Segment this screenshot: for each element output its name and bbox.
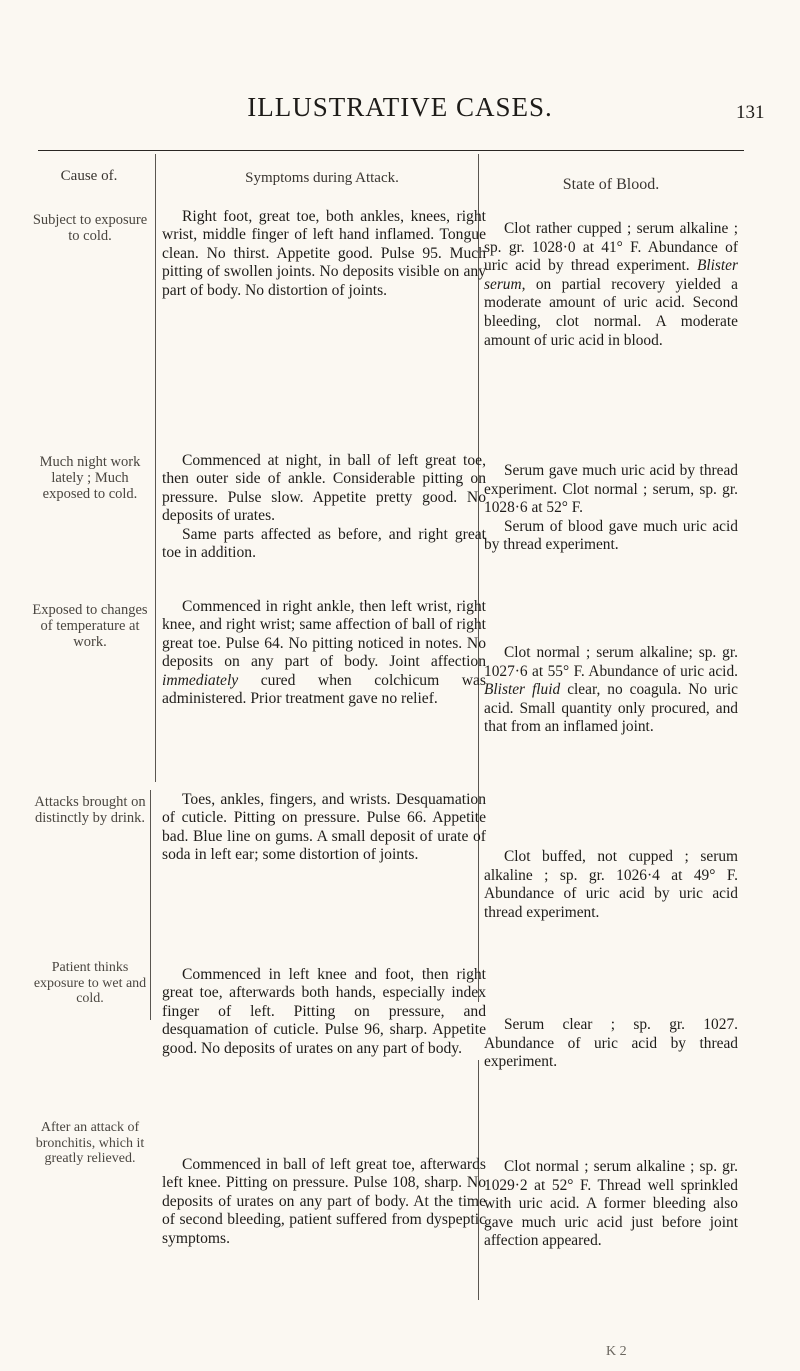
case-2-blood-para-2: Serum of blood gave much uric acid by thread experiment.	[484, 517, 738, 554]
case-4-symptoms	[162, 791, 486, 865]
case-1-symptoms-text: Right foot, great toe, both ankles, knees, right wrist, middle finger of left hand inflamed. Tongue clean. No thirst. Appetite good. Pulse 95. Much pitting of swollen joints. No deposits visible on any part of body. No distortion of joints.	[162, 208, 486, 299]
case-2-cause: Much night work lately ; Much exposed to cold.	[39, 454, 141, 502]
case-3-symptoms	[162, 598, 486, 708]
case-2-blood	[484, 462, 738, 555]
case-3-blood-text	[484, 644, 738, 737]
case-3-cause: Exposed to changes of temperature at work.	[32, 602, 148, 650]
header-rule	[38, 150, 744, 151]
case-3-blood	[484, 644, 738, 737]
case-1-blood-part-1: Clot rather cupped ; serum alkaline ; sp. gr. 1028·0 at 41° F. Abundance of uric acid by thread experiment.	[484, 220, 738, 275]
case-4-symptoms-text: Toes, ankles, fingers, and wrists. Desquamation of cuticle. Pitting on pressure. Pulse 66. Appetite bad. Blue line on gums. A small deposit of urate of soda in left ear; some distortion of joints.	[162, 791, 486, 864]
case-1-blood-italic: Blister serum,	[484, 257, 738, 293]
column-head-symptoms: Symptoms during Attack.	[245, 170, 399, 186]
case-3-blood-italic: Blister fluid	[484, 681, 561, 699]
case-2-symptoms	[162, 452, 486, 562]
signature-mark: K 2	[606, 1344, 627, 1359]
case-1-cause: Subject to exposure to cold.	[32, 212, 148, 244]
case-5-cause: Patient thinks exposure to wet and cold.	[33, 960, 147, 1006]
case-1-blood	[484, 220, 738, 350]
case-3-symptoms-part-1: Commenced in right ankle, then left wrist, right knee, and right wrist; same affection of ball of right great toe. Pulse 64. No pitting noticed in notes. No deposits on any part of body. Joint affection	[162, 598, 486, 671]
column-head-cause: Cause of.	[60, 168, 118, 184]
case-1-blood-part-2: on partial recovery yielded a moderate amount of uric acid. Second bleeding, clot normal. A moderate amount of uric acid in blood.	[484, 275, 738, 349]
page-number: 131	[736, 102, 765, 123]
case-4-cause: Attacks brought on distinctly by drink.	[34, 794, 146, 826]
case-3-blood-part-1: Clot normal ; serum alkaline; sp. gr. 1027·6 at 55° F. Abundance of uric acid.	[484, 644, 738, 680]
case-6-symptoms-text: Commenced in ball of left great toe, afterwards left knee. Pitting on pressure. Pulse 108, sharp. No deposits of urates on any part of body. At the time of second bleeding, patient suffered from dyspeptic symptoms.	[162, 1156, 486, 1247]
case-2-blood-para-1: Serum gave much uric acid by thread experiment. Clot normal ; serum, sp. gr. 1028·6 at 52° F.	[484, 462, 738, 517]
case-3-symptoms-part-2: cured when colchicum was administered. Prior treatment gave no relief.	[162, 671, 486, 708]
case-3-symptoms-italic: immediately	[162, 671, 239, 689]
case-5-symptoms	[162, 966, 486, 1058]
case-2-symptoms-para-2: Same parts affected as before, and right great toe in addition.	[162, 525, 486, 562]
case-5-blood-text: Serum clear ; sp. gr. 1027. Abundance of uric acid by thread experiment.	[484, 1016, 738, 1071]
case-3-symptoms-text	[162, 598, 486, 708]
case-2-symptoms-para-1: Commenced at night, in ball of left great toe, then outer side of ankle. Considerable pitting on pressure. Pulse slow. Appetite pretty good. No deposits of urates.	[162, 452, 486, 525]
case-3-blood-part-2: clear, no coagula. No uric acid. Small quantity only procured, and that from an inflamed joint.	[484, 681, 738, 736]
case-6-symptoms	[162, 1156, 486, 1248]
case-4-blood	[484, 848, 738, 922]
case-1-blood-text	[484, 220, 738, 350]
case-4-blood-text: Clot buffed, not cupped ; serum alkaline ; sp. gr. 1026·4 at 49° F. Abundance of uric acid by uric acid thread experiment.	[484, 848, 738, 921]
column-head-blood: State of Blood.	[562, 176, 660, 193]
case-5-blood	[484, 1016, 738, 1072]
case-5-symptoms-text: Commenced in left knee and foot, then right great toe, afterwards both hands, especially index finger of left. Pitting on pressure, and desquamation of cuticle. Pulse 96, sharp. Appetite good. No deposits of urates on any part of body.	[162, 966, 486, 1057]
running-title: ILLUSTRATIVE CASES.	[247, 92, 553, 122]
case-6-blood	[484, 1158, 738, 1251]
case-6-blood-text: Clot normal ; serum alkaline ; sp. gr. 1029·2 at 52° F. Thread well sprinkled with uric acid. A former bleeding also gave much uric acid just before joint affection appeared.	[484, 1158, 738, 1250]
case-6-cause: After an attack of bronchitis, which it greatly relieved.	[35, 1120, 145, 1166]
column-divider-left-upper	[155, 154, 156, 782]
case-1-symptoms	[162, 208, 486, 300]
